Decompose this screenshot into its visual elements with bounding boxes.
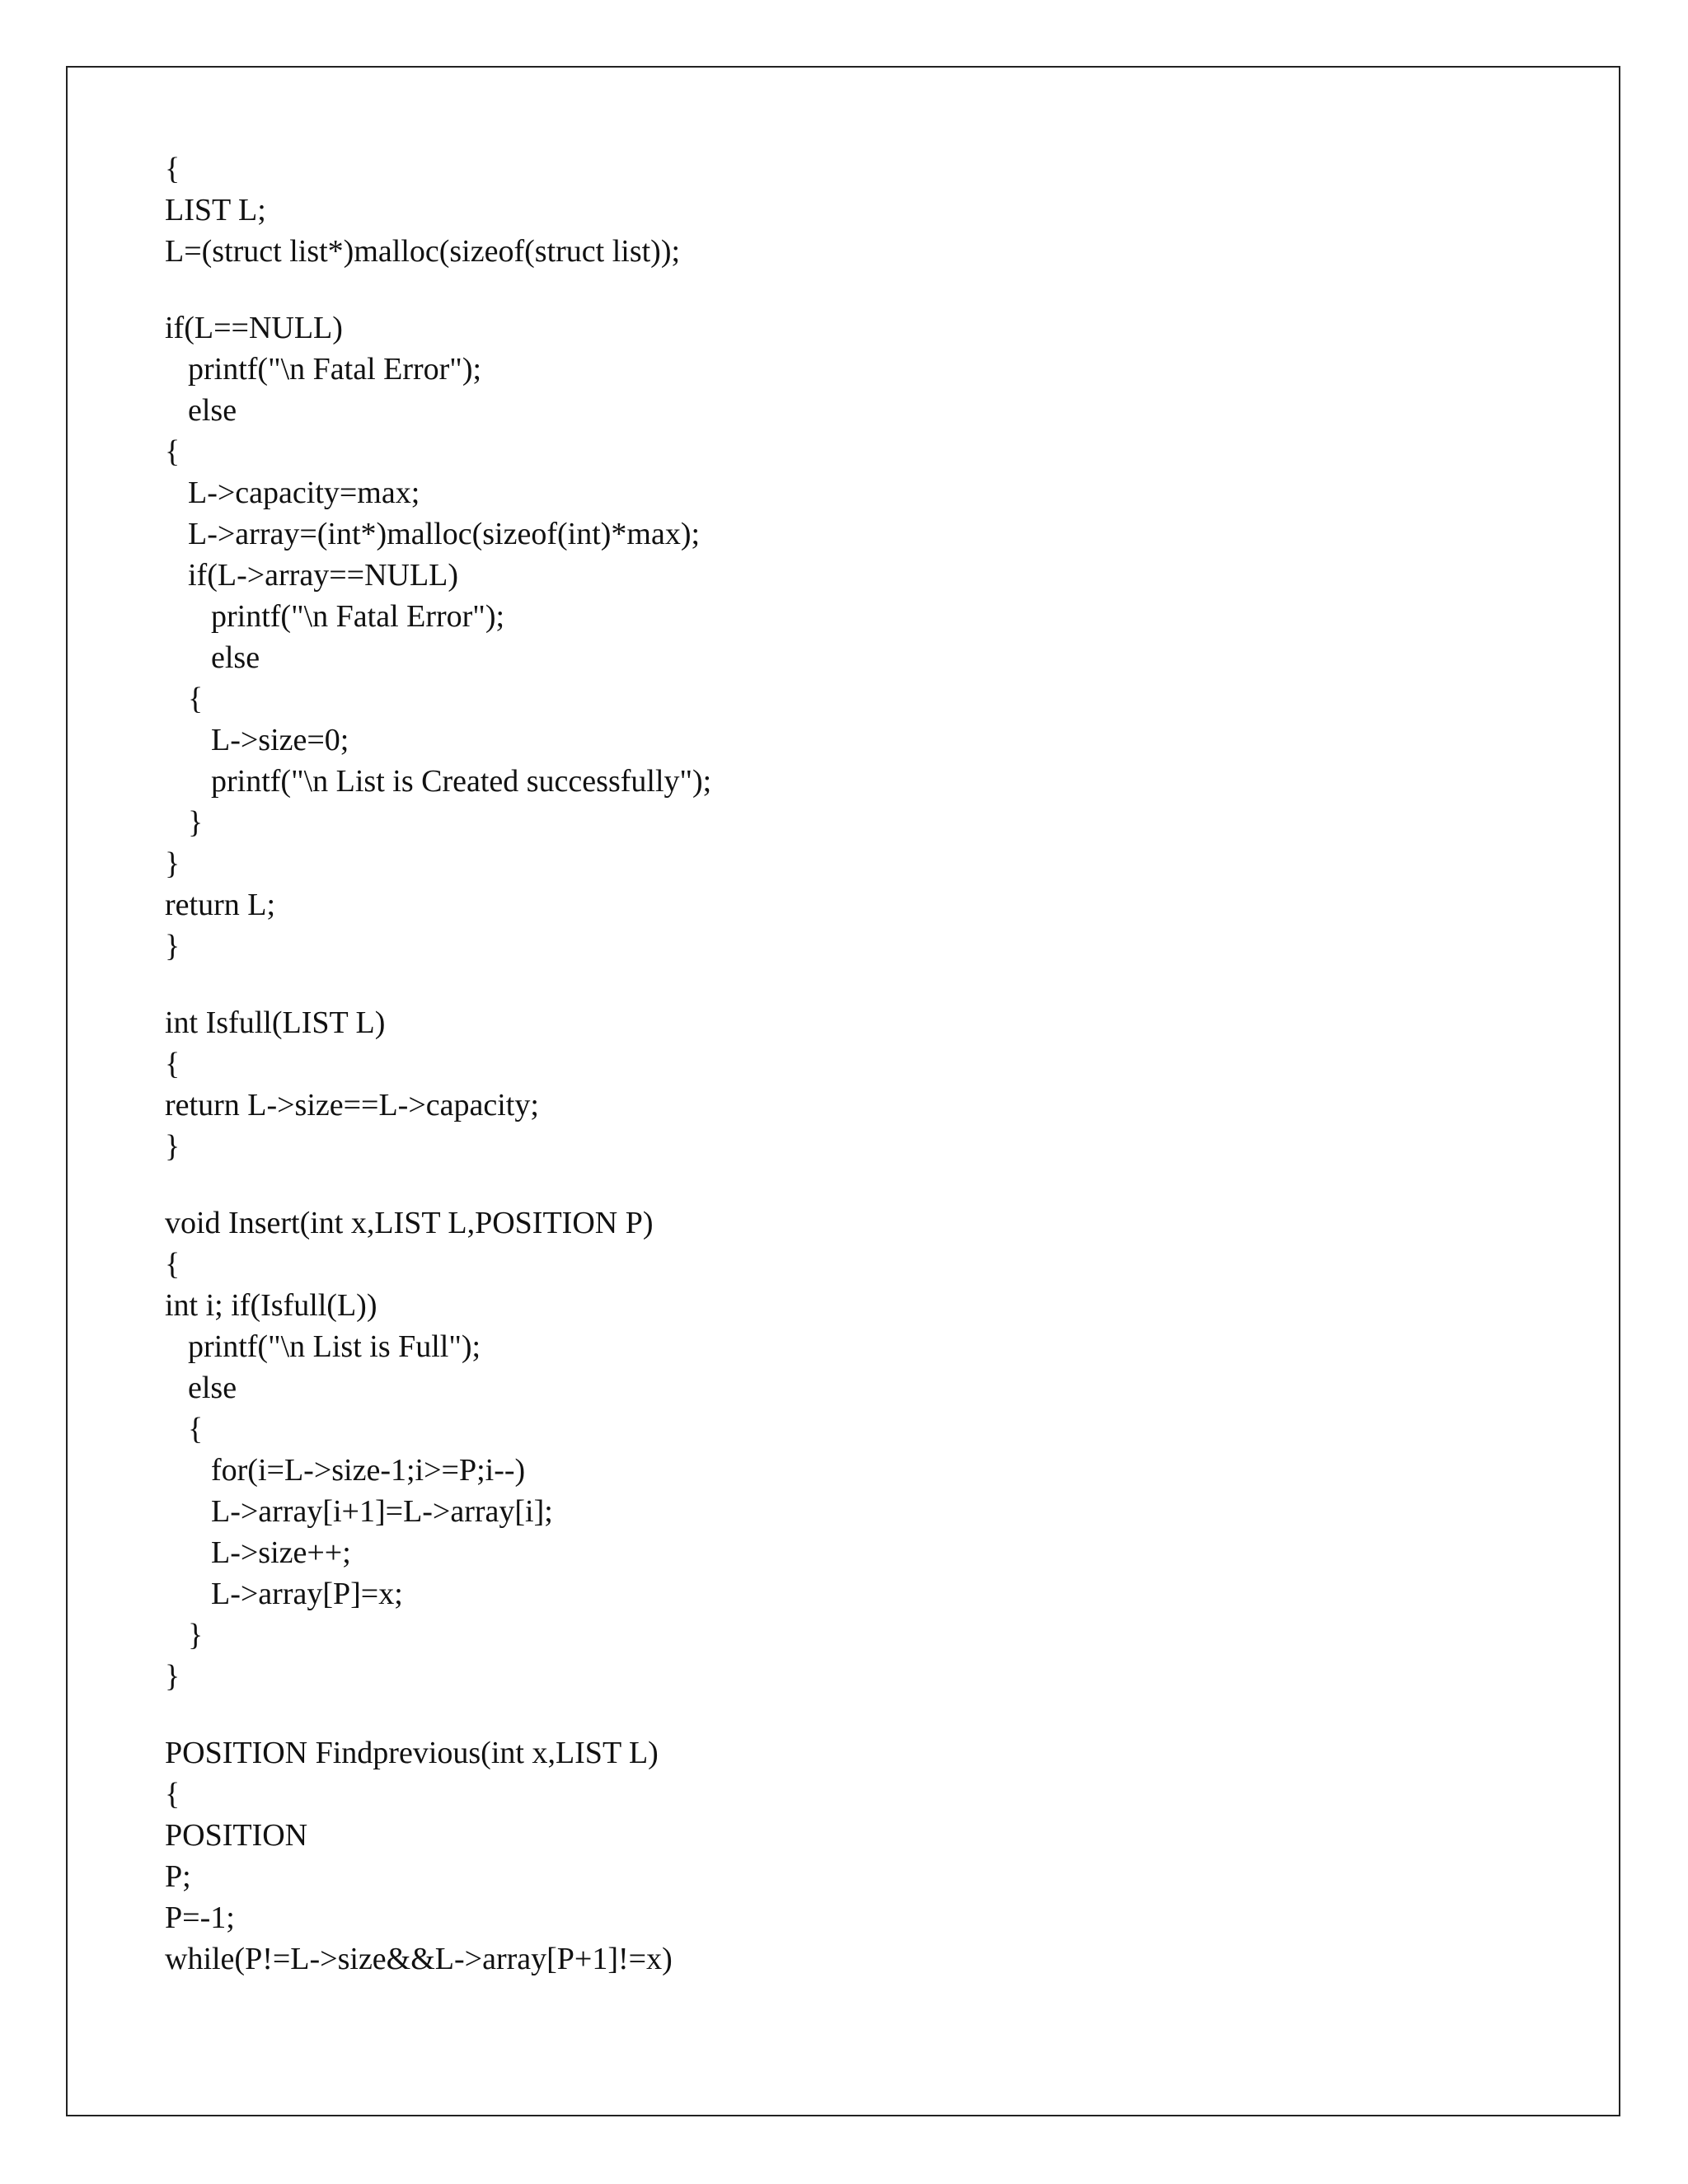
code-line: L->array[P]=x; — [211, 1577, 403, 1611]
blank-line — [165, 967, 711, 1002]
code-line: return L; — [165, 888, 276, 922]
code-line: } — [165, 846, 181, 881]
blank-line — [165, 272, 711, 307]
code-line: if(L->array==NULL) — [188, 558, 459, 593]
code-line: printf("\n Fatal Error"); — [188, 352, 482, 387]
code-line: int i; if(Isfull(L)) — [165, 1288, 377, 1323]
code-line: else — [188, 1371, 237, 1405]
code-line: printf("\n Fatal Error"); — [211, 599, 505, 634]
code-line: while(P!=L->size&&L->array[P+1]!=x) — [165, 1942, 673, 1976]
code-line: L->capacity=max; — [188, 476, 420, 510]
code-listing — [165, 148, 711, 1980]
code-line: printf("\n List is Full"); — [188, 1329, 481, 1364]
code-line: { — [188, 682, 204, 716]
code-line: P; — [165, 1859, 191, 1894]
code-line: P=-1; — [165, 1900, 235, 1935]
code-line: } — [165, 1129, 181, 1164]
code-line: { — [165, 1047, 181, 1081]
code-line: { — [165, 152, 181, 186]
code-line: for(i=L->size-1;i>=P;i--) — [211, 1453, 526, 1488]
blank-line — [165, 1697, 711, 1732]
code-line: if(L==NULL) — [165, 311, 343, 345]
code-line: return L->size==L->capacity; — [165, 1088, 539, 1122]
code-line: POSITION — [165, 1818, 308, 1853]
code-line: { — [165, 1247, 181, 1282]
code-line: } — [188, 1618, 204, 1652]
code-line: else — [188, 393, 237, 428]
code-line: L=(struct list*)malloc(sizeof(struct list)); — [165, 234, 681, 269]
code-line: } — [188, 805, 204, 840]
code-line: { — [165, 1777, 181, 1811]
code-line: { — [188, 1412, 204, 1446]
code-line: L->size++; — [211, 1535, 351, 1570]
code-line: void Insert(int x,LIST L,POSITION P) — [165, 1206, 654, 1240]
blank-line — [165, 1167, 711, 1202]
code-line: } — [165, 1659, 181, 1694]
code-line: L->array[i+1]=L->array[i]; — [211, 1494, 553, 1529]
code-line: } — [165, 929, 181, 963]
code-line: { — [165, 434, 181, 469]
code-line: int Isfull(LIST L) — [165, 1005, 386, 1040]
code-line: else — [211, 640, 260, 675]
code-line: POSITION Findprevious(int x,LIST L) — [165, 1736, 659, 1770]
code-line: L->size=0; — [211, 723, 349, 757]
code-line: L->array=(int*)malloc(sizeof(int)*max); — [188, 517, 701, 551]
code-line: LIST L; — [165, 193, 266, 227]
code-line: printf("\n List is Created successfully"); — [211, 764, 712, 799]
